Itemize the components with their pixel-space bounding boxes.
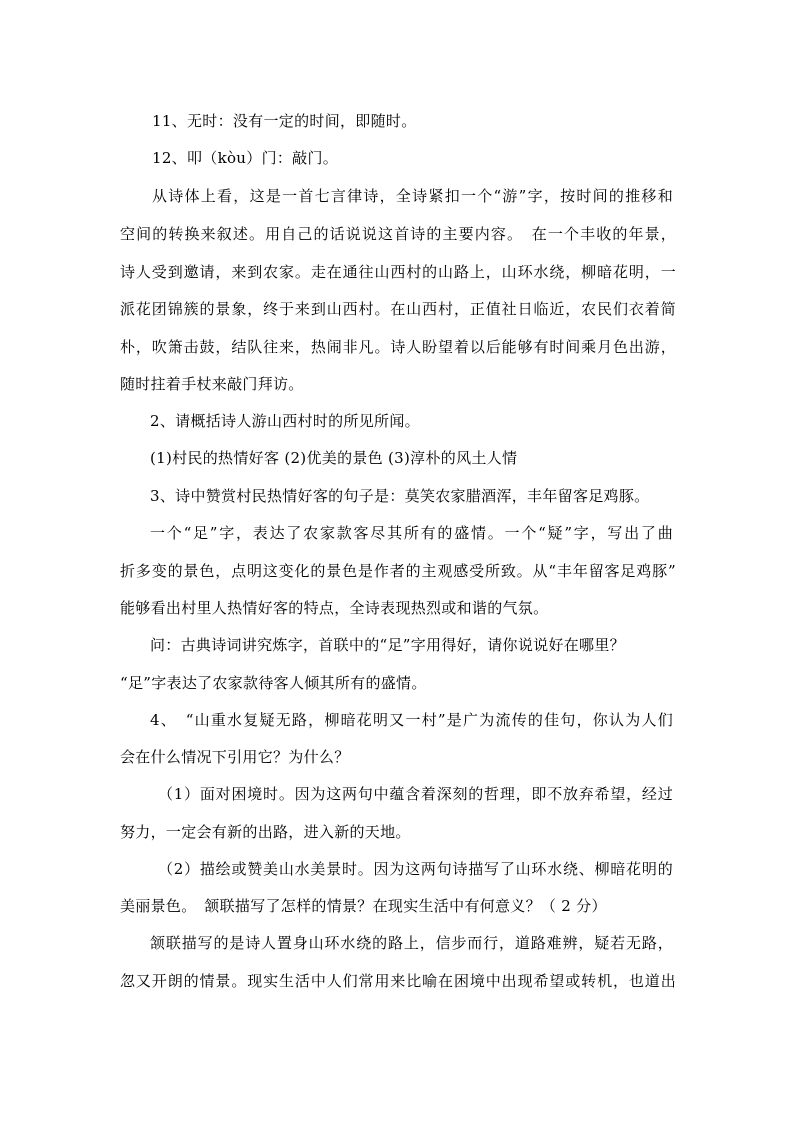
- text-line-4: 空间的转换来叙述。用自己的话说说这首诗的主要内容。 在一个丰收的年景，: [120, 225, 676, 243]
- text-line-1: 11、无时：没有一定的时间，即随时。: [152, 112, 417, 130]
- text-line-17: 4、 “山重水复疑无路，柳暗花明又一村”是广为流传的佳句，你认为人们: [150, 711, 673, 729]
- text-line-9: 2、请概括诗人游山西村时的所见所闻。: [150, 412, 420, 430]
- text-line-12: 一个“足”字，表达了农家款客尽其所有的盛情。一个“疑”字，写出了曲: [150, 524, 673, 542]
- text-line-23: 颔联描写的是诗人置身山环水绕的路上，信步而行，道路难辨，疑若无路，: [150, 934, 673, 952]
- text-line-7: 朴，吹箫击鼓，结队往来，热闹非凡。诗人盼望着以后能够有时间乘月色出游，: [120, 338, 676, 356]
- text-line-10: (1)村民的热情好客 (2)优美的景色 (3)淳朴的风土人情: [150, 449, 518, 467]
- text-line-6: 派花团锦簇的景象，终于来到山西村。在山西村，正值社日临近，农民们衣着简: [120, 300, 676, 318]
- text-line-3: 从诗体上看，这是一首七言律诗，全诗紧扣一个“游”字，按时间的推移和: [152, 187, 673, 205]
- text-line-2: 12、叩（kòu）门：敲门。: [152, 149, 339, 167]
- text-line-22: 美丽景色。 颔联描写了怎样的情景？在现实生活中有何意义？（ 2 分）: [120, 897, 607, 915]
- text-line-21: （2）描绘或赞美山水美景时。因为这两句诗描写了山环水绕、柳暗花明的: [158, 860, 673, 878]
- text-line-16: “足”字表达了农家款待客人倾其所有的盛情。: [120, 674, 427, 692]
- text-line-13: 折多变的景色，点明这变化的景色是作者的主观感受所致。从“丰年留客足鸡豚”: [120, 562, 676, 580]
- text-line-11: 3、诗中赞赏村民热情好客的句子是：莫笑农家腊酒浑，丰年留客足鸡豚。: [150, 487, 650, 505]
- text-line-18: 会在什么情况下引用它？为什么？: [120, 748, 350, 766]
- text-line-8: 随时拄着手杖来敲门拜访。: [120, 375, 304, 393]
- text-line-14: 能够看出村里人热情好客的特点，全诗表现热烈或和谐的气氛。: [120, 599, 549, 617]
- text-line-19: （1）面对困境时。因为这两句中蕴含着深刻的哲理，即不放弃希望，经过: [158, 785, 673, 803]
- text-line-20: 努力，一定会有新的出路，进入新的天地。: [120, 823, 411, 841]
- text-line-5: 诗人受到邀请，来到农家。走在通往山西村的山路上，山环水绕，柳暗花明，一: [120, 263, 676, 281]
- text-line-15: 问：古典诗词讲究炼字，首联中的“足”字用得好，请你说说好在哪里？: [150, 636, 625, 654]
- text-line-24: 忽又开朗的情景。现实生活中人们常用来比喻在困境中出现希望或转机，也道出: [120, 972, 676, 990]
